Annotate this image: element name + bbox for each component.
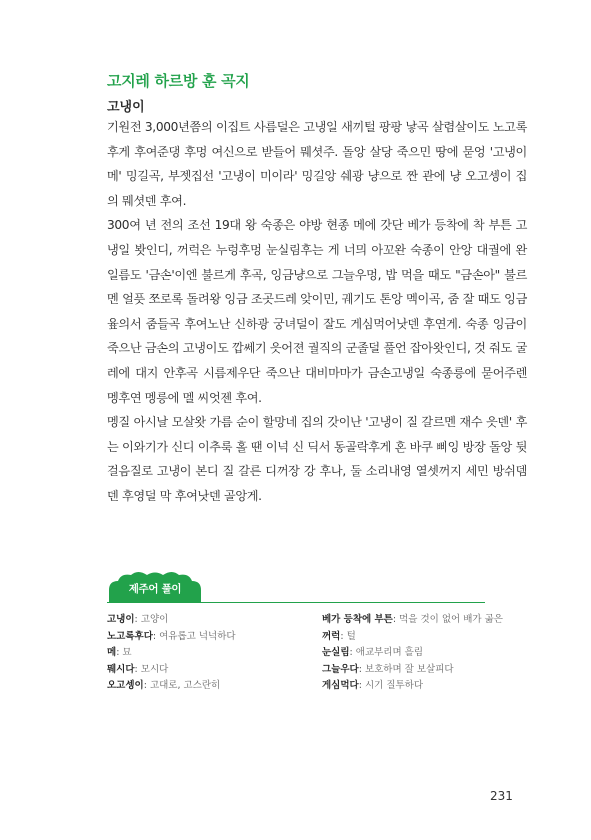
glossary-term: 그늘우다 [322, 663, 359, 675]
word-title: 고냉이 [107, 100, 145, 115]
glossary-divider [107, 602, 485, 603]
section-title: 고지레 하르방 훈 곡지 [107, 72, 250, 90]
glossary-banner [107, 570, 203, 602]
glossary-term: 오고셍이 [107, 680, 144, 691]
glossary-term: 노고록후다 [107, 630, 153, 642]
paragraph: 멩질 아시날 모살왓 가름 순이 할망네 집의 갓이난 '고냉이 질 갈르멘 재수 읏덴' 후는 이와기가 신디 이추룩 홀 땐 이넉 신 딕서 동골락후게 혼 바쿠 삐잉 방장 돌앙 뒷걸음질로 고냉이 본디 질 갈른 디꺼장 강 후나, 둘 소리내영 열셋꺼지 세민 방쉬뎀덴 후영덜 막 후여낫덴 골앙게. [107, 415, 527, 503]
glossary-item: 꺼럭: 털 [322, 630, 356, 642]
glossary-definition: 보호하며 잘 보살피다 [364, 663, 454, 675]
glossary-item: 뭬시다: 모시다 [107, 663, 169, 675]
glossary-item: 메: 묘 [107, 647, 132, 658]
glossary-definition: 고양이 [140, 614, 169, 625]
glossary-definition: 모시다 [140, 663, 169, 675]
paragraph: 기원전 3,000년쯤의 이집트 사름덜은 고냉일 새끼털 팡팡 낳곡 살렴살이도 노고록후게 후여준댕 후멍 여신으로 받들어 뭬셧주. 돌앙 살당 죽으민 땅에 묻엉 '고냉이 메' 밍길곡, 부젯집선 '고냉이 미이라' 밍길앙 쉐광 냥으로 짠 관에 냥 오고셍이 집의 뭬셧덴 후여. [107, 120, 527, 208]
glossary-definition: 여유롭고 넉넉하다 [159, 630, 236, 642]
glossary-item: 고냉이: 고양이 [107, 614, 169, 625]
glossary-definition: 먹을 것이 없어 배가 곪은 [399, 614, 503, 625]
glossary-definition: 묘 [122, 647, 132, 658]
glossary-term: 눈실림 [322, 647, 350, 658]
glossary-right-column [322, 612, 532, 695]
glossary-term: 메 [107, 647, 117, 658]
glossary-term: 게심먹다 [322, 680, 359, 691]
glossary-definition: 고대로, 고스란히 [149, 680, 221, 691]
glossary-item: 눈실림: 애교부리며 흘림 [322, 647, 424, 658]
page-number: 231 [490, 789, 513, 803]
glossary-definition: 털 [346, 630, 356, 642]
glossary-item: 베가 등착에 부튼: 먹을 것이 없어 배가 곪은 [322, 614, 503, 625]
body-text [107, 115, 527, 509]
glossary-banner-label: 제주어 풀이 [128, 583, 182, 595]
glossary-term: 뭬시다 [107, 663, 135, 675]
glossary-item: 노고록후다: 여유롭고 넉넉하다 [107, 630, 236, 642]
glossary-definition: 애교부리며 흘림 [355, 647, 424, 658]
glossary-term: 꺼럭 [322, 630, 341, 642]
glossary-definition: 시기 질투하다 [364, 680, 424, 691]
glossary-left-column [107, 612, 317, 695]
glossary-item: 게심먹다: 시기 질투하다 [322, 680, 424, 691]
paragraph: 300여 년 전의 조선 19대 왕 숙종은 야방 현종 메에 갓단 베가 등착에 착 부튼 고냉일 봣인디, 꺼럭은 누렁후멍 눈실림후는 게 너믜 아꼬완 숙종이 안앙 대궐에 완 일름도 '금손'이엔 불르게 후곡, 잉금냥으로 그늘우멍, 밥 먹을 때도 "금손아" 불르멘 얼픗 쪼로록 돌려왕 잉금 조곳드레 앚이민, 궤기도 톤앙 멕이곡, 줌 잘 때도 잉금 윺의서 줌들곡 후여노난 신하광 궁녀덜이 잘도 게심먹어낫덴 후연게. 숙종 잉금이 죽으난 금손의 고냉이도 깝쎄기 읏어젼 궐직의 군졸덜 풀언 잡아왓인디, 것 줘도 굴레에 대지 안후곡 시름제우단 죽으난 대비마마가 금손고냉일 숙종릉에 묻어주렌 멩후연 멩릉에 멜 씨엇젠 후여. [107, 218, 527, 405]
glossary-item: 그늘우다: 보호하며 잘 보살피다 [322, 663, 454, 675]
glossary-term: 베가 등착에 부튼 [322, 614, 393, 625]
glossary-term: 고냉이 [107, 614, 135, 625]
glossary-item: 오고셍이: 고대로, 고스란히 [107, 680, 221, 691]
